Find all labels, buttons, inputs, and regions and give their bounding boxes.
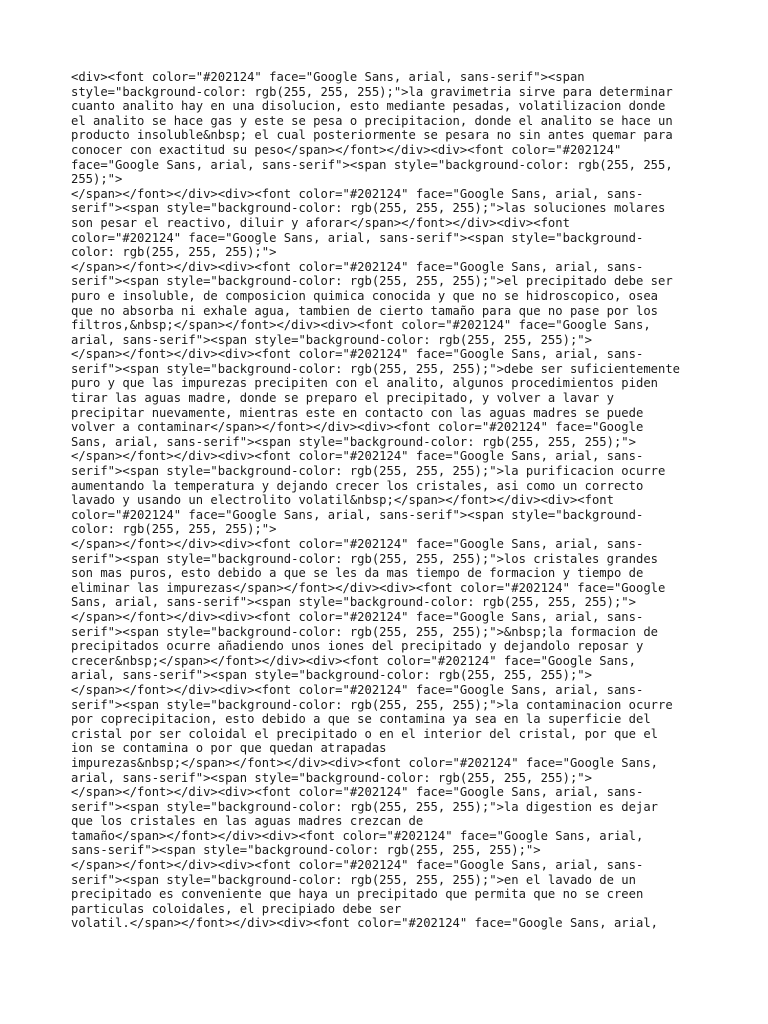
document-line: precipitar nuevamente, mientras este en contacto con las aguas madres se puede — [71, 405, 644, 420]
document-line: arial, sans-serif"><span style="background-color: rgb(255, 255, 255);"> — [71, 332, 592, 347]
document-line: serif"><span style="background-color: rgb(255, 255, 255);">en el lavado de un — [71, 872, 636, 887]
document-line: tirar las aguas madre, donde se preparo el precipitado, y volver a lavar y — [71, 391, 614, 406]
document-line: face="Google Sans, arial, sans-serif"><span style="background-color: rgb(255, 255, — [71, 157, 673, 172]
document-line: </span></font></div><div><font color="#202124" face="Google Sans, arial, sans- — [71, 785, 644, 800]
document-line: serif"><span style="background-color: rgb(255, 255, 255);">las soluciones molares — [71, 201, 666, 216]
document-line: </span></font></div><div><font color="#202124" face="Google Sans, arial, sans- — [71, 186, 644, 201]
document-line: arial, sans-serif"><span style="background-color: rgb(255, 255, 255);"> — [71, 668, 592, 683]
document-line: <div><font color="#202124" face="Google Sans, arial, sans-serif"><span — [71, 70, 585, 84]
document-line: ion se contamina o por que quedan atrapadas — [71, 741, 387, 756]
document-line: aumentando la temperatura y dejando crecer los cristales, asi como un correcto — [71, 478, 644, 493]
document-line: arial, sans-serif"><span style="background-color: rgb(255, 255, 255);"> — [71, 770, 592, 785]
document-line: serif"><span style="background-color: rgb(255, 255, 255);">la contaminacion ocurre — [71, 697, 673, 712]
document-line: conocer con exactitud su peso</span></font></div><div><font color="#202124" — [71, 142, 622, 157]
document-line: </span></font></div><div><font color="#202124" face="Google Sans, arial, sans- — [71, 537, 644, 551]
document-line: color: rgb(255, 255, 255);"> — [71, 522, 277, 537]
document-line: por coprecipitacion, esto debido a que se contamina ya sea en la superficie del — [71, 712, 651, 727]
document-line: color="#202124" face="Google Sans, arial, sans-serif"><span style="background- — [71, 507, 644, 522]
document-line: precipitados ocurre añadiendo unos iones del precipitado y dejandolo reposar y — [71, 639, 644, 654]
document-line: serif"><span style="background-color: rgb(255, 255, 255);">&nbsp;la formacion de — [71, 624, 658, 639]
document-line: </span></font></div><div><font color="#202124" face="Google Sans, arial, sans- — [71, 347, 644, 362]
document-line: cristal por ser coloidal el precipitado o en el interior del cristal, por que el — [71, 726, 658, 741]
document-line: lavado y usando un electrolito volatil&nbsp;</span></font></div><div><font — [71, 493, 614, 508]
document-line: particulas coloidales, el precipiado debe ser — [71, 901, 402, 916]
document-line: filtros,&nbsp;</span></font></div><div><font color="#202124" face="Google Sans, — [71, 318, 651, 333]
document-line: son pesar el reactivo, diluir y aforar</span></font></div><div><font — [71, 215, 570, 230]
document-line: serif"><span style="background-color: rgb(255, 255, 255);">el precipitado debe ser — [71, 274, 673, 289]
document-line: serif"><span style="background-color: rgb(255, 255, 255);">los cristales grandes — [71, 551, 658, 566]
document-line: color="#202124" face="Google Sans, arial, sans-serif"><span style="background- — [71, 230, 644, 245]
document-line: el analito se hace gas y este se pesa o precipitacion, donde el analito se hace un — [71, 113, 673, 128]
document-line: que no absorba ni exhale agua, tambien de cierto tamaño para que no pase por los — [71, 303, 658, 318]
document-line: serif"><span style="background-color: rgb(255, 255, 255);">la purificacion ocurre — [71, 464, 666, 479]
document-line: producto insoluble&nbsp; el cual posteriormente se pesara no sin antes quemar para — [71, 128, 673, 143]
document-text — [71, 70, 711, 931]
document-line: puro y que las impurezas precipiten con el analito, algunos procedimientos piden — [71, 376, 658, 391]
document-line: 255);"> — [71, 172, 123, 187]
document-line: serif"><span style="background-color: rgb(255, 255, 255);">debe ser suficientemente — [71, 361, 681, 376]
document-line: </span></font></div><div><font color="#202124" face="Google Sans, arial, sans- — [71, 609, 644, 624]
document-line: sans-serif"><span style="background-color: rgb(255, 255, 255);"> — [71, 843, 541, 858]
document-line: que los cristales en las aguas madres crezcan de — [71, 814, 424, 829]
document-line: crecer&nbsp;</span></font></div><div><font color="#202124" face="Google Sans, — [71, 653, 636, 668]
document-line: </span></font></div><div><font color="#202124" face="Google Sans, arial, sans- — [71, 449, 644, 464]
document-line: puro e insoluble, de composicion quimica conocida y que no se hidroscopico, osea — [71, 288, 658, 303]
document-line: Sans, arial, sans-serif"><span style="background-color: rgb(255, 255, 255);"> — [71, 595, 636, 610]
document-line: eliminar las impurezas</span></font></div><div><font color="#202124" face="Google — [71, 580, 666, 595]
document-line: </span></font></div><div><font color="#202124" face="Google Sans, arial, sans- — [71, 858, 644, 873]
document-line: serif"><span style="background-color: rgb(255, 255, 255);">la digestion es dejar — [71, 799, 658, 814]
document-line: </span></font></div><div><font color="#202124" face="Google Sans, arial, sans- — [71, 259, 644, 274]
document-line: volver a contaminar</span></font></div><div><font color="#202124" face="Google — [71, 420, 644, 435]
document-line: volatil.</span></font></div><div><font color="#202124" face="Google Sans, arial, — [71, 916, 658, 931]
document-line: </span></font></div><div><font color="#202124" face="Google Sans, arial, sans- — [71, 682, 644, 697]
document-line: tamaño</span></font></div><div><font color="#202124" face="Google Sans, arial, — [71, 828, 644, 843]
document-line: precipitado es conveniente que haya un precipitado que permita que no se creen — [71, 887, 644, 902]
document-line: style="background-color: rgb(255, 255, 255);">la gravimetria sirve para determinar — [71, 84, 673, 99]
document-line: son mas puros, esto debido a que se les da mas tiempo de formacion y tiempo de — [71, 566, 644, 581]
document-line: Sans, arial, sans-serif"><span style="background-color: rgb(255, 255, 255);"> — [71, 434, 636, 449]
document-line: cuanto analito hay en una disolucion, esto mediante pesadas, volatilizacion donde — [71, 99, 666, 114]
document-line: color: rgb(255, 255, 255);"> — [71, 245, 277, 260]
document-line: impurezas&nbsp;</span></font></div><div><font color="#202124" face="Google Sans, — [71, 755, 658, 770]
